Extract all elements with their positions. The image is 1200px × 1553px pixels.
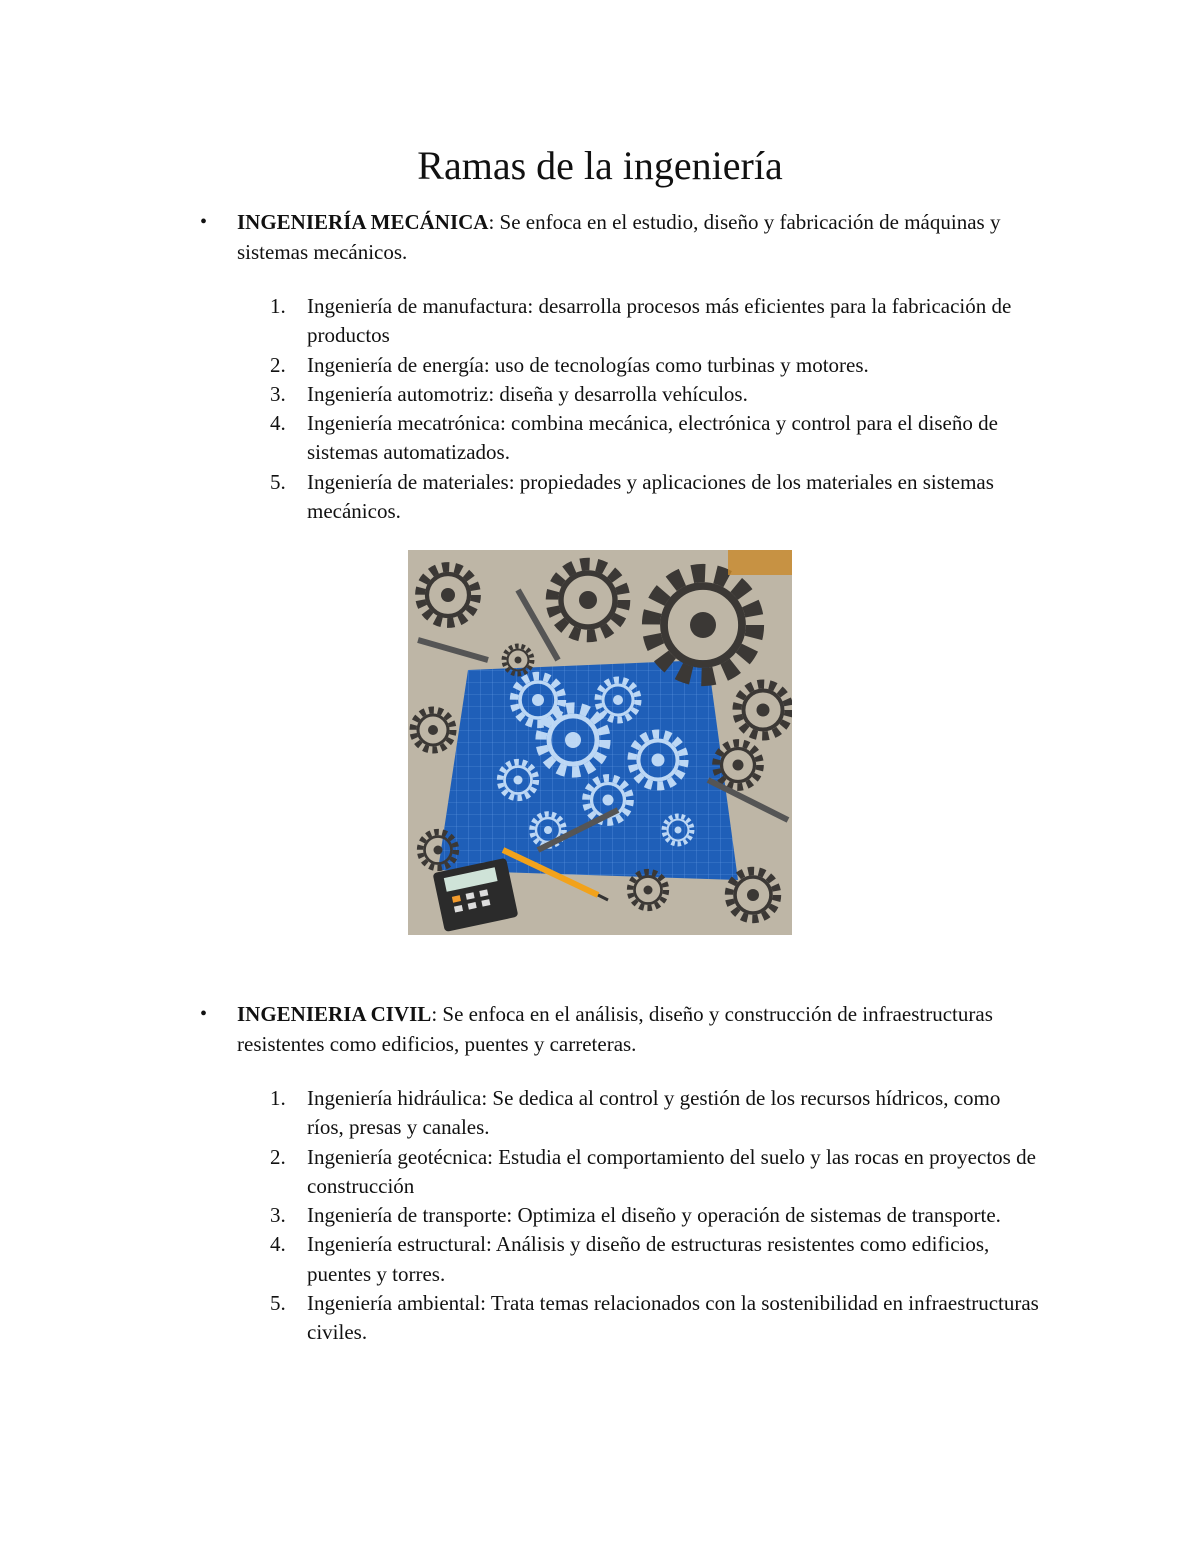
list-number: 2. — [270, 352, 286, 377]
list-text: Ingeniería mecatrónica: combina mecánica, electrónica y control para el diseño de sistemas automatizados. — [307, 411, 998, 465]
gears-blueprint-illustration — [408, 550, 792, 935]
list-number: 5. — [270, 469, 286, 494]
page-title: Ramas de la ingeniería — [417, 143, 783, 188]
list-item — [200, 351, 1040, 380]
list-text: Ingeniería geotécnica: Estudia el comportamiento del suelo y las rocas en proyectos de construcción — [307, 1144, 1036, 1198]
numbered-list — [200, 1084, 1040, 1348]
list-number: 4. — [270, 1232, 286, 1257]
list-item — [200, 292, 1040, 351]
section-heading: INGENIERÍA MECÁNICA — [237, 210, 489, 234]
list-text: Ingeniería hidráulica: Se dedica al control y gestión de los recursos hídricos, como ríos, presas y canales. — [307, 1086, 1001, 1140]
bullet-icon: • — [200, 211, 208, 233]
list-number: 1. — [270, 294, 286, 318]
list-number: 3. — [270, 381, 286, 406]
illustration-svg — [408, 550, 792, 935]
numbered-list — [200, 292, 1040, 526]
bullet-icon: • — [200, 1003, 208, 1025]
list-text: Ingeniería automotriz: diseña y desarrolla vehículos. — [307, 381, 748, 406]
list-item — [200, 409, 1040, 468]
section-description: : Se enfoca en el estudio, diseño y fabricación de máquinas y sistemas mecánicos. — [237, 210, 1001, 264]
list-text: Ingeniería ambiental: Trata temas relacionados con la sostenibilidad en infraestructuras civiles. — [307, 1291, 1039, 1345]
list-number: 2. — [270, 1144, 286, 1169]
list-item — [200, 1084, 1040, 1143]
list-item — [200, 1289, 1040, 1348]
bullet-item — [200, 999, 1040, 1059]
list-item — [200, 468, 1040, 527]
bullet-item — [200, 207, 1040, 267]
section-description: : Se enfoca en el análisis, diseño y construcción de infraestructuras resistentes como edificios, puentes y carreteras. — [237, 1002, 993, 1056]
list-number: 4. — [270, 411, 286, 436]
list-text: Ingeniería estructural: Análisis y diseño de estructuras resistentes como edificios, puentes y torres. — [307, 1232, 990, 1286]
list-number: 3. — [270, 1203, 286, 1228]
list-number: 5. — [270, 1291, 286, 1316]
list-text: Ingeniería de manufactura: desarrolla procesos más eficientes para la fabricación de productos — [307, 294, 1012, 348]
list-item — [200, 1230, 1040, 1289]
list-text: Ingeniería de materiales: propiedades y aplicaciones de los materiales en sistemas mecánicos. — [307, 469, 994, 524]
section-heading: INGENIERIA CIVIL — [237, 1002, 432, 1026]
list-text: Ingeniería de energía: uso de tecnologías como turbinas y motores. — [307, 352, 869, 377]
list-item — [200, 1201, 1040, 1230]
list-text: Ingeniería de transporte: Optimiza el diseño y operación de sistemas de transporte. — [307, 1203, 1001, 1228]
section-civil — [200, 999, 1040, 1348]
list-number: 1. — [270, 1086, 286, 1110]
list-item — [200, 380, 1040, 409]
section-mechanical — [200, 207, 1040, 526]
list-item — [200, 1143, 1040, 1202]
